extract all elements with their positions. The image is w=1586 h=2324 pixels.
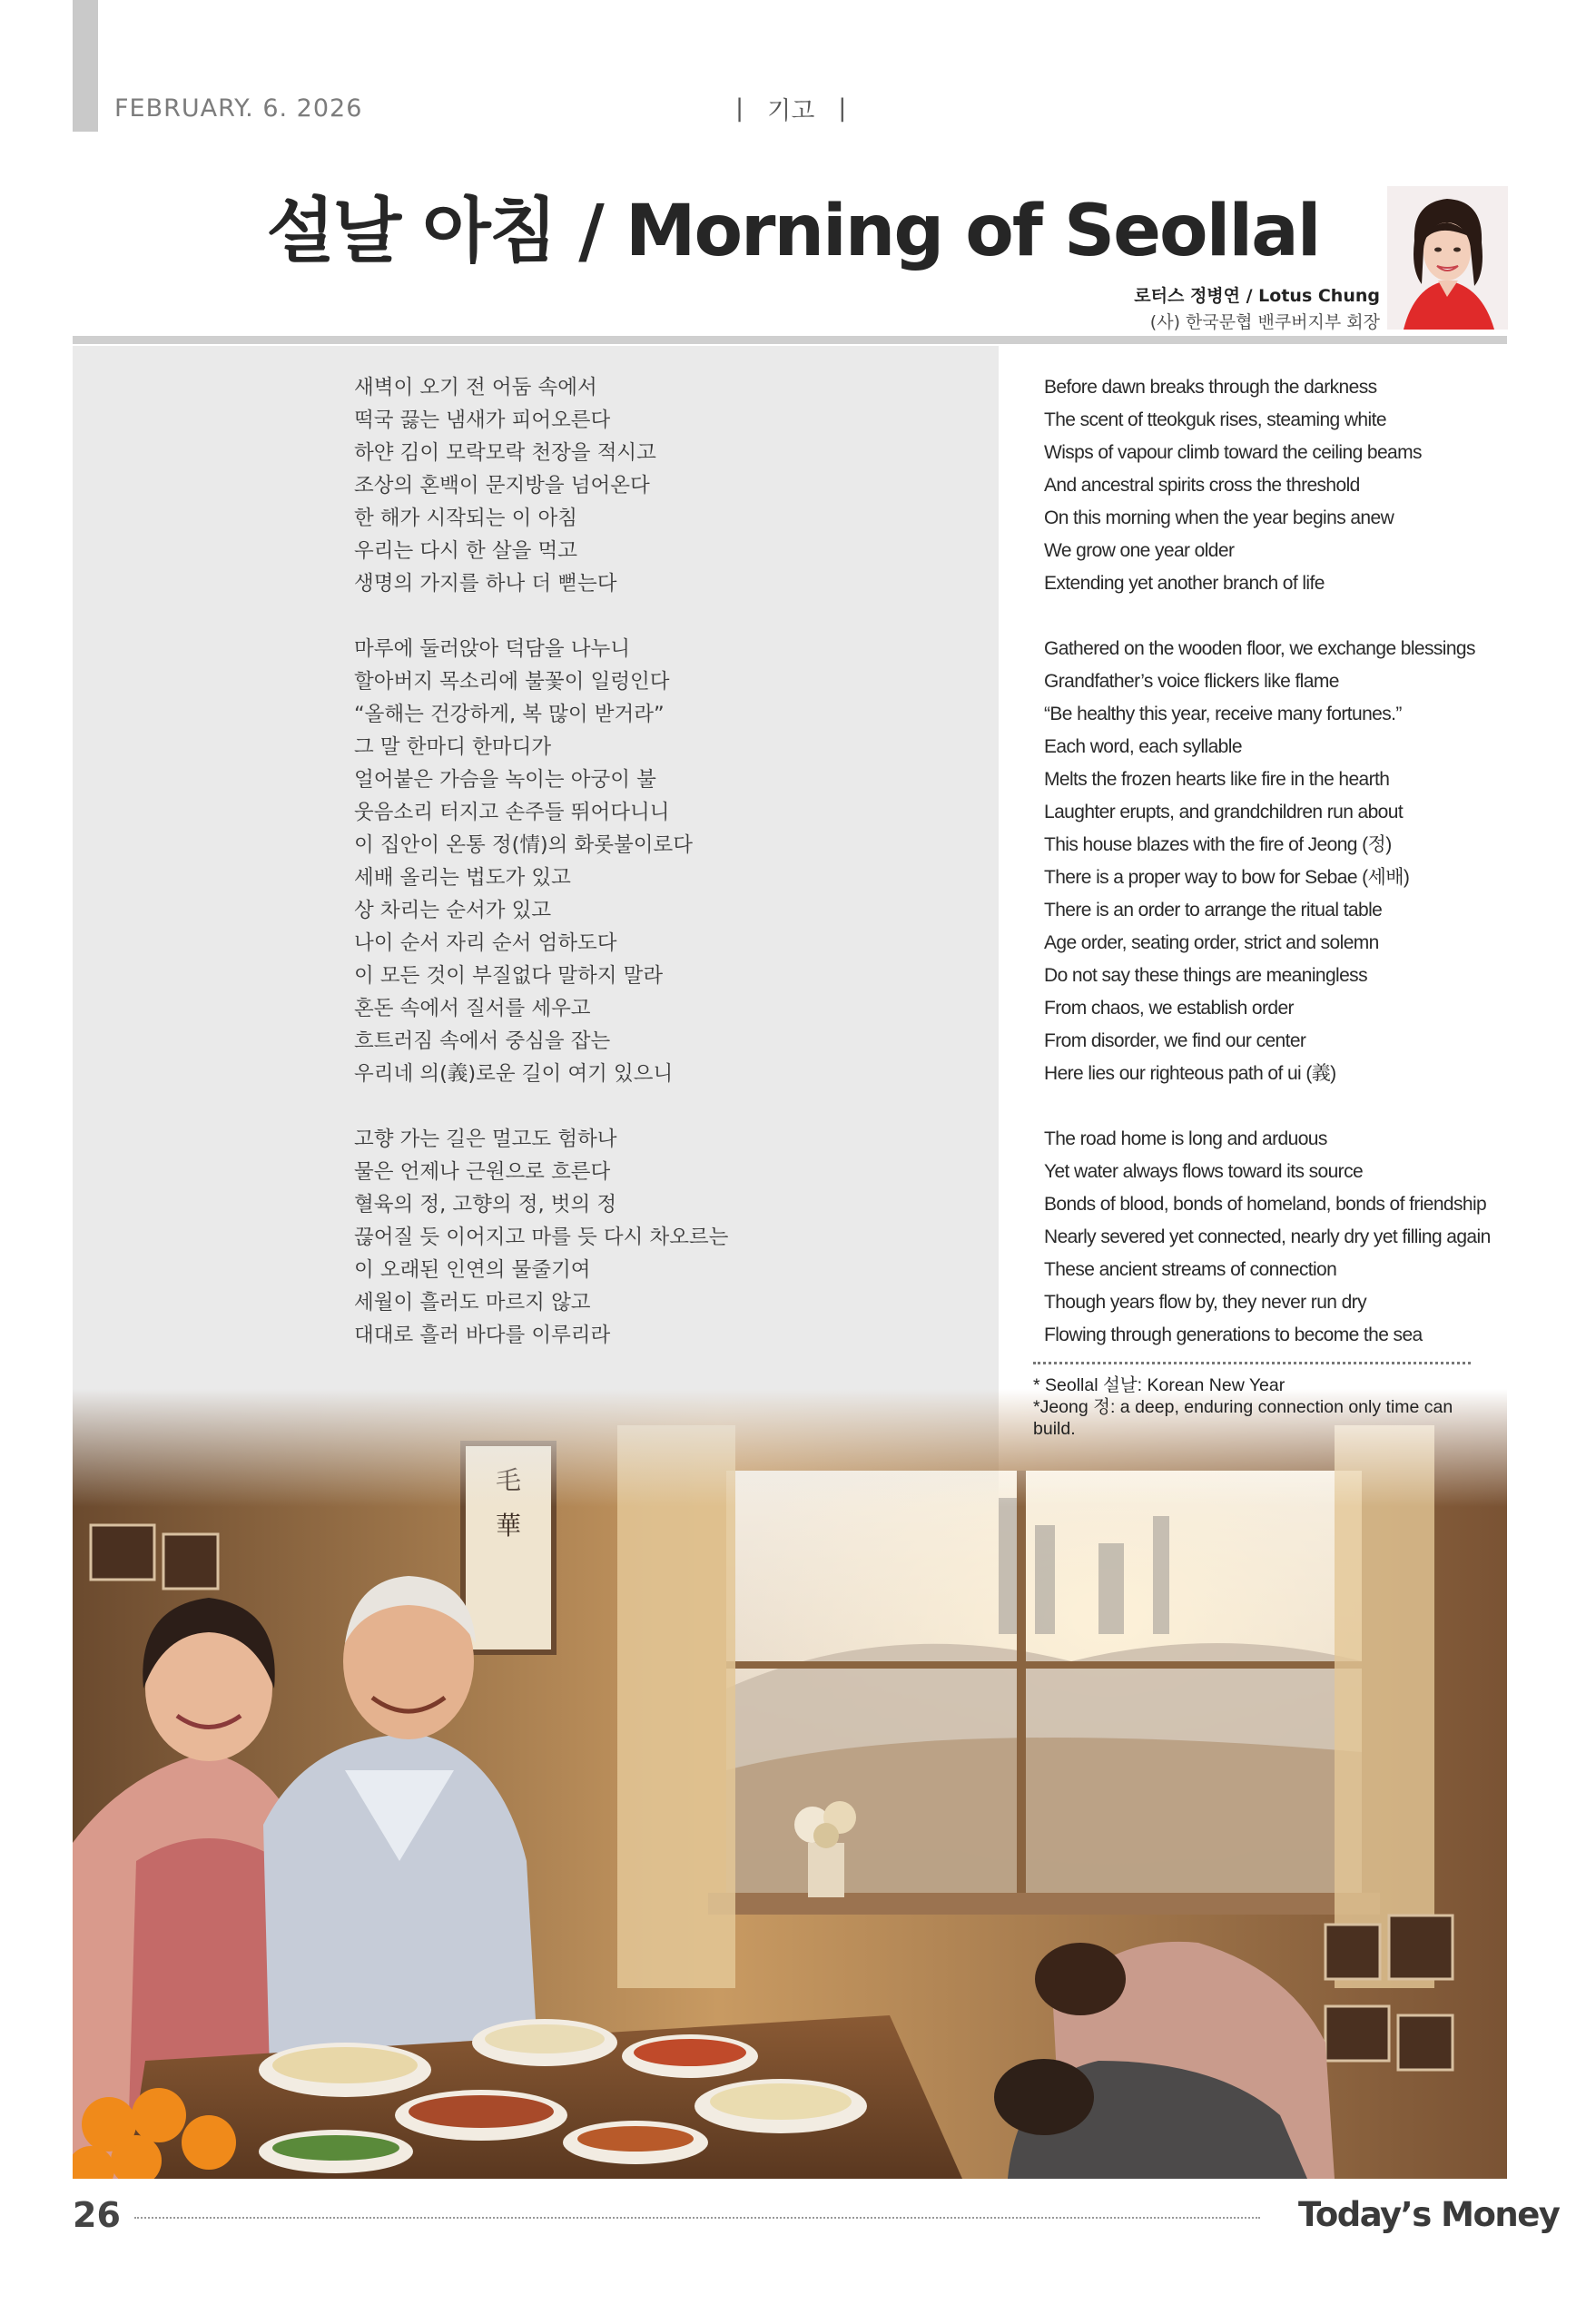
poem-english-line: There is a proper way to bow for Sebae (세배) bbox=[1044, 867, 1410, 888]
poem-english-line: And ancestral spirits cross the threshold bbox=[1044, 475, 1360, 496]
poem-english-line: Bonds of blood, bonds of homeland, bonds of friendship bbox=[1044, 1194, 1487, 1215]
poem-english-line: Though years flow by, they never run dry bbox=[1044, 1292, 1366, 1313]
poem-english-line: Grandfather’s voice flickers like flame bbox=[1044, 671, 1339, 692]
poem-korean-line: “올해는 건강하게, 복 많이 받거라” bbox=[354, 703, 665, 726]
poem-korean-line: 이 집안이 온통 정(情)의 화롯불이로다 bbox=[354, 833, 693, 857]
poem-korean-line: 상 차리는 순서가 있고 bbox=[354, 899, 552, 922]
poem-korean-line: 새벽이 오기 전 어둠 속에서 bbox=[354, 376, 597, 399]
poem-english-line: Age order, seating order, strict and solemn bbox=[1044, 932, 1379, 953]
page-number: 26 bbox=[73, 2195, 121, 2235]
section-name: 기고 bbox=[767, 97, 815, 125]
poem-english-line: From chaos, we establish order bbox=[1044, 998, 1294, 1019]
poem-korean bbox=[354, 371, 728, 1384]
footnotes bbox=[1033, 1374, 1469, 1440]
author-photo bbox=[1387, 186, 1508, 330]
top-tab-marker bbox=[73, 0, 98, 132]
poem-korean-line: 하얀 김이 모락모락 천장을 적시고 bbox=[354, 441, 656, 465]
poem-english-line: Each word, each syllable bbox=[1044, 736, 1242, 757]
seollal-scene bbox=[73, 1389, 1507, 2179]
poem-english-line: On this morning when the year begins anew bbox=[1044, 507, 1394, 528]
poem-korean-line: 끊어질 듯 이어지고 마를 듯 다시 차오르는 bbox=[354, 1226, 729, 1249]
section-divider: | bbox=[735, 94, 744, 123]
poem-korean-stanza bbox=[354, 1123, 728, 1352]
poem-korean-line: 이 모든 것이 부질없다 말하지 말라 bbox=[354, 964, 664, 988]
poem-english-line: Nearly severed yet connected, nearly dry yet filling again bbox=[1044, 1226, 1491, 1247]
poem-korean-line: 흐트러짐 속에서 중심을 잡는 bbox=[354, 1029, 611, 1053]
poem-korean-line: 세월이 흘러도 마르지 않고 bbox=[354, 1291, 591, 1315]
scroll-calligraphy-2: 華 bbox=[495, 1511, 522, 1541]
poem-english-line: Wisps of vapour climb toward the ceiling beams bbox=[1044, 442, 1422, 463]
poem-english-stanza bbox=[1044, 633, 1491, 1090]
poem-korean-stanza bbox=[354, 633, 728, 1090]
poem-english bbox=[1044, 371, 1491, 1384]
poem-english-line: These ancient streams of connection bbox=[1044, 1259, 1337, 1280]
poem-english-line: There is an order to arrange the ritual table bbox=[1044, 900, 1383, 921]
poem-korean-line: 마루에 둘러앉아 덕담을 나누니 bbox=[354, 637, 631, 661]
author-organization: (사) 한국문협 밴쿠버지부 회장 bbox=[1149, 312, 1380, 332]
poem-korean-line: 나이 순서 자리 순서 엄하도다 bbox=[354, 931, 617, 955]
poem-korean-line: 생명의 가지를 하나 더 뻗는다 bbox=[354, 572, 617, 596]
poem-english-line: Melts the frozen hearts like fire in the hearth bbox=[1044, 769, 1390, 790]
poem-english-line: Gathered on the wooden floor, we exchange blessings bbox=[1044, 638, 1475, 659]
poem-english-line: Extending yet another branch of life bbox=[1044, 573, 1325, 594]
poem-korean-line: 한 해가 시작되는 이 아침 bbox=[354, 507, 577, 530]
poem-korean-line: 그 말 한마디 한마디가 bbox=[354, 735, 552, 759]
poem-english-line: “Be healthy this year, receive many fortunes.” bbox=[1044, 704, 1402, 724]
poem-english-stanza bbox=[1044, 1123, 1491, 1352]
poem-korean-line: 웃음소리 터지고 손주들 뛰어다니니 bbox=[354, 801, 670, 824]
poem-english-line: The scent of tteokguk rises, steaming white bbox=[1044, 409, 1386, 430]
publication-logo: Today’s Money bbox=[1298, 2195, 1560, 2234]
poem-english-line: This house blazes with the fire of Jeong (정) bbox=[1044, 834, 1392, 855]
poem-english-line: Flowing through generations to become the sea bbox=[1044, 1324, 1423, 1345]
poem-korean-line: 고향 가는 길은 멀고도 험하나 bbox=[354, 1128, 617, 1151]
footer-divider bbox=[134, 2217, 1260, 2219]
poem-korean-stanza bbox=[354, 371, 728, 600]
poem-english-line: Laughter erupts, and grandchildren run about bbox=[1044, 802, 1404, 822]
author-portrait-illustration bbox=[1387, 186, 1508, 330]
poem-english-line: The road home is long and arduous bbox=[1044, 1128, 1327, 1149]
poem-korean-line: 얼어붙은 가슴을 녹이는 아궁이 불 bbox=[354, 768, 656, 792]
footnote-seollal: * Seollal 설날: Korean New Year bbox=[1033, 1375, 1286, 1395]
poem-english-line: Do not say these things are meaningless bbox=[1044, 965, 1367, 986]
footnote-divider bbox=[1033, 1362, 1471, 1364]
poem-english-line: From disorder, we find our center bbox=[1044, 1030, 1306, 1051]
article-title: 설날 아침 / Morning of Seollal bbox=[266, 191, 1320, 272]
header-rule bbox=[73, 336, 1507, 344]
footnote-jeong: *Jeong 정: a deep, enduring connection only time can build. bbox=[1033, 1397, 1453, 1439]
issue-date: FEBRUARY. 6. 2026 bbox=[114, 94, 363, 123]
poem-korean-line: 할아버지 목소리에 불꽃이 일렁인다 bbox=[354, 670, 670, 694]
poem-english-line: Here lies our righteous path of ui (義) bbox=[1044, 1063, 1336, 1084]
poem-english-line: We grow one year older bbox=[1044, 540, 1235, 561]
poem-korean-line: 물은 언제나 근원으로 흐른다 bbox=[354, 1160, 611, 1184]
poem-korean-line: 우리네 의(義)로운 길이 여기 있으니 bbox=[354, 1062, 674, 1086]
poem-english-stanza bbox=[1044, 371, 1491, 600]
poem-korean-line: 이 오래된 인연의 물줄기여 bbox=[354, 1258, 591, 1282]
poem-korean-line: 우리는 다시 한 살을 먹고 bbox=[354, 539, 577, 563]
poem-korean-line: 혈육의 정, 고향의 정, 벗의 정 bbox=[354, 1193, 617, 1216]
poem-korean-line: 조상의 혼백이 문지방을 넘어온다 bbox=[354, 474, 650, 497]
poem-korean-line: 세배 올리는 법도가 있고 bbox=[354, 866, 571, 890]
family-sebae-illustration bbox=[73, 1389, 1507, 2179]
poem-korean-line: 혼돈 속에서 질서를 세우고 bbox=[354, 997, 591, 1020]
poem-english-line: Before dawn breaks through the darkness bbox=[1044, 377, 1377, 398]
poem-english-line: Yet water always flows toward its source bbox=[1044, 1161, 1364, 1182]
section-label bbox=[735, 91, 846, 126]
section-divider: | bbox=[838, 94, 847, 123]
poem-korean-line: 대대로 흘러 바다를 이루리라 bbox=[354, 1324, 611, 1347]
poem-korean-line: 떡국 끓는 냄새가 피어오른다 bbox=[354, 409, 611, 432]
author-name: 로터스 정병연 / Lotus Chung bbox=[1134, 286, 1380, 306]
